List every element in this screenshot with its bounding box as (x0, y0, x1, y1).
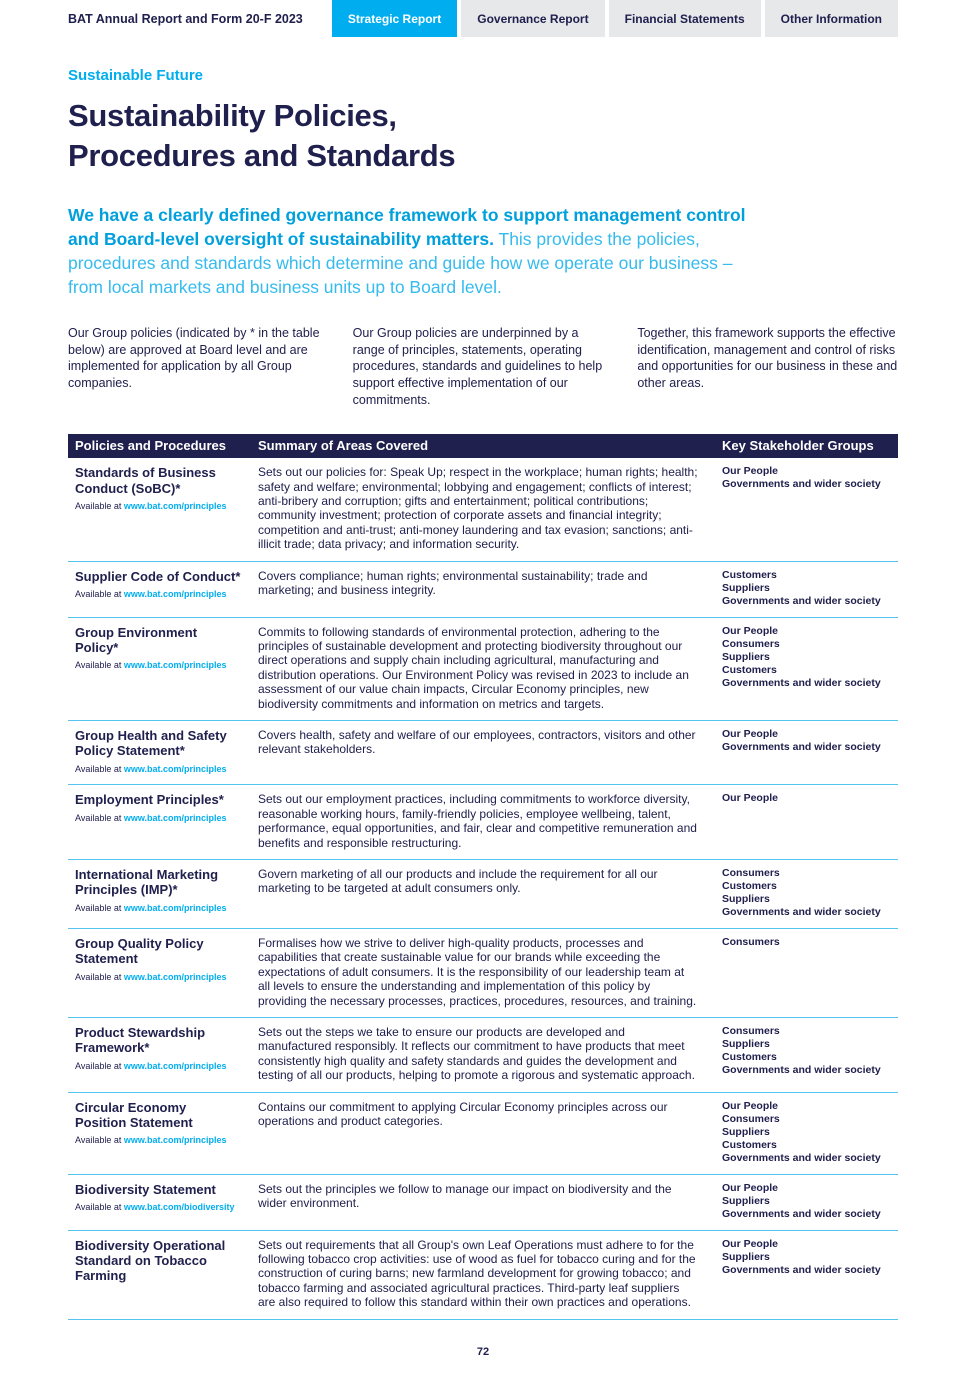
stakeholder-item: Suppliers (722, 581, 770, 594)
policy-link[interactable]: www.bat.com/biodiversity (123, 1201, 235, 1212)
policy-link[interactable]: www.bat.com/principles (123, 1060, 227, 1071)
policy-cell (68, 562, 251, 617)
availability-prefix: Available at (75, 812, 124, 823)
stakeholder-item: Our People (722, 465, 779, 478)
stakeholder-item: Suppliers (722, 1250, 770, 1263)
page-header (0, 0, 966, 37)
stakeholder-item: Consumers (722, 935, 780, 948)
policy-availability (75, 972, 241, 984)
availability-prefix: Available at (75, 971, 124, 982)
stakeholder-item: Governments and wider society (722, 1263, 881, 1276)
stakeholder-list (715, 618, 898, 720)
stakeholder-list (715, 1231, 898, 1319)
policy-cell (68, 929, 251, 1017)
policies-table (68, 434, 898, 1319)
policy-summary: Sets out the steps we take to ensure our products are developed and manufactured responsibly. It reflects our commitment to have products that meet consistently high quality and safety standards and guides the development and testing of all our products, helping to promote a rigorous and systematic approach. (258, 1024, 695, 1083)
stakeholder-item: Suppliers (722, 1125, 770, 1138)
lead-paragraph (68, 203, 768, 300)
stakeholder-item: Governments and wider society (722, 676, 881, 689)
stakeholder-item: Customers (722, 663, 777, 676)
policy-link[interactable]: www.bat.com/principles (123, 763, 227, 774)
stakeholder-item: Customers (722, 1138, 777, 1151)
policy-name: Biodiversity Operational Standard on Tobacco Farming (75, 1237, 226, 1284)
stakeholder-item: Our People (722, 728, 779, 741)
table-row (68, 721, 898, 785)
intro-paragraph: Our Group policies are underpinned by a range of principles, statements, operating procedures, standards and guidelines to help support effective implementation of our commitments. (352, 326, 603, 407)
section-eyebrow: Sustainable Future (68, 67, 204, 84)
tab-strategic-report[interactable]: Strategic Report (332, 0, 457, 37)
availability-prefix: Available at (75, 1201, 124, 1212)
policy-name: Group Quality Policy Statement (75, 935, 204, 967)
policy-availability (75, 764, 241, 776)
stakeholder-item: Consumers (722, 637, 780, 650)
policy-link[interactable]: www.bat.com/principles (123, 500, 227, 511)
table-row (68, 562, 898, 618)
stakeholder-item: Customers (722, 1050, 777, 1063)
availability-prefix: Available at (75, 588, 124, 599)
table-row (68, 618, 898, 721)
table-row (68, 929, 898, 1018)
policy-cell (68, 618, 251, 720)
table-row (68, 1175, 898, 1231)
stakeholder-item: Suppliers (722, 650, 770, 663)
policy-availability (75, 589, 241, 601)
page-content (0, 37, 966, 1320)
policy-summary: Govern marketing of all our products and include the requirement for all our marketing to be targeted at adult consumers only. (258, 866, 658, 896)
header-tabs (332, 0, 898, 37)
page-number: 72 (476, 1345, 490, 1358)
policy-summary: Sets out requirements that all Group's own Leaf Operations must adhere to for the following tobacco crop activities: use of wood as fuel for tobacco curing and for the construction of curing barns; new farmland development for growing tobacco; and tobacco farming and associated agricultural practices. Third-party leaf suppliers are also required to follow this standard within their own practices and operations. (258, 1237, 696, 1310)
policy-summary: Sets out our policies for: Speak Up; respect in the workplace; human rights; health; safety and welfare; environmental; lobbying and engagement; conflicts of interest; anti-bribery and corruption; gifts and entertainment; political contributions; community investment; protection of corporate assets and financial integrity; competition and anti-trust; anti-money laundering and tax evasion; sanctions; anti-illicit trade; data privacy; and information security. (258, 465, 698, 552)
page-footer (0, 1320, 966, 1374)
stakeholder-list (715, 785, 898, 859)
tab-other-information[interactable]: Other Information (765, 0, 898, 37)
stakeholder-item: Our People (722, 1099, 779, 1112)
availability-prefix: Available at (75, 902, 124, 913)
policy-link[interactable]: www.bat.com/principles (123, 588, 227, 599)
stakeholder-list (715, 562, 898, 617)
policy-cell (68, 785, 251, 859)
intro-paragraph: Our Group policies (indicated by * in the table below) are approved at Board level and are implemented for application by all Group companies. (68, 326, 320, 391)
stakeholder-item: Consumers (722, 1112, 780, 1125)
stakeholder-item: Our People (722, 1237, 779, 1250)
policy-availability (75, 501, 241, 513)
stakeholder-item: Our People (722, 624, 779, 637)
policy-cell (68, 1018, 251, 1092)
policy-link[interactable]: www.bat.com/principles (123, 1135, 227, 1146)
policy-summary: Contains our commitment to applying Circular Economy principles across our operations and product categories. (258, 1099, 668, 1128)
table-row (68, 785, 898, 860)
availability-prefix: Available at (75, 763, 124, 774)
availability-prefix: Available at (75, 1135, 124, 1146)
policy-cell (68, 1093, 251, 1174)
policy-name: Supplier Code of Conduct* (75, 568, 241, 584)
policy-name: Circular Economy Position Statement (75, 1099, 193, 1130)
policy-link[interactable]: www.bat.com/principles (123, 660, 227, 671)
stakeholder-item: Suppliers (722, 1037, 770, 1050)
stakeholder-item: Governments and wider society (722, 1063, 881, 1076)
policy-availability (75, 903, 241, 915)
policy-summary: Sets out our employment practices, including commitments to workforce diversity, reasonable working hours, family-friendly policies, employee wellbeing, talent, performance, equal opportunities, and fair, clear and competitive remuneration and benefits and responsible restructuring. (258, 792, 697, 850)
policy-cell (68, 860, 251, 928)
tab-governance-report[interactable]: Governance Report (461, 0, 604, 37)
stakeholder-item: Our People (722, 1181, 779, 1194)
stakeholder-item: Governments and wider society (722, 1151, 881, 1164)
stakeholder-list (715, 1093, 898, 1174)
col-header-policies: Policies and Procedures (75, 438, 227, 454)
policy-name: Biodiversity Statement (75, 1181, 216, 1197)
table-row (68, 1093, 898, 1175)
policy-name: Employment Principles* (75, 792, 224, 808)
stakeholder-item: Suppliers (722, 1194, 770, 1207)
stakeholder-item: Consumers (722, 1024, 780, 1037)
table-row (68, 458, 898, 561)
stakeholder-item: Customers (722, 879, 777, 892)
policy-name: Group Environment Policy* (75, 624, 198, 655)
page-title (68, 96, 898, 177)
stakeholder-list (715, 721, 898, 784)
stakeholder-item: Governments and wider society (722, 478, 881, 491)
policy-summary: Sets out the principles we follow to manage our impact on biodiversity and the wider environment. (258, 1181, 672, 1210)
stakeholder-item: Consumers (722, 866, 780, 879)
stakeholder-list (715, 860, 898, 928)
policy-name: Product Stewardship Framework* (75, 1024, 206, 1056)
policy-cell (68, 1231, 251, 1319)
stakeholder-item: Governments and wider society (722, 1207, 881, 1220)
intro-paragraph: Together, this framework supports the effective identification, management and control of risks and opportunities for our business in these and other areas. (637, 326, 898, 391)
stakeholder-item: Our People (722, 792, 779, 805)
table-row (68, 1231, 898, 1320)
col-header-summary: Summary of Areas Covered (258, 438, 429, 454)
policy-summary: Formalises how we strive to deliver high-quality products, processes and capabilities that create sustainable value for our brands while exceeding the expectations of adult consumers. It is the responsibility of our leadership team at all levels to ensure the understanding and implementation of this policy by providing the necessary processes, practices, procedures, resources, and training. (258, 935, 697, 1008)
policy-availability (75, 1061, 241, 1073)
policy-cell (68, 721, 251, 784)
policy-availability (75, 660, 241, 672)
policy-name: Standards of Business Conduct (SoBC)* (75, 465, 216, 496)
policy-availability (75, 1135, 241, 1147)
policy-availability (75, 813, 241, 825)
stakeholder-list (715, 458, 898, 560)
page-title-line1: Sustainability Policies, (68, 98, 397, 133)
policy-name: Group Health and Safety Policy Statement* (75, 728, 227, 759)
policy-link[interactable]: www.bat.com/principles (123, 812, 227, 823)
availability-prefix: Available at (75, 500, 124, 511)
stakeholder-list (715, 1175, 898, 1230)
table-row (68, 1018, 898, 1093)
policy-summary: Covers health, safety and welfare of our employees, contractors, visitors and other relevant stakeholders. (258, 728, 696, 757)
lead-rest-text: This provides the policies, procedures and standards which determine and guide how we operate our business – from local markets and business units up to Board level. (68, 228, 733, 298)
policies-table-body (68, 458, 898, 1319)
stakeholder-item: Governments and wider society (722, 594, 881, 607)
report-title: BAT Annual Report and Form 20-F 2023 (68, 11, 303, 26)
stakeholder-list (715, 1018, 898, 1092)
stakeholder-item: Suppliers (722, 892, 770, 905)
tab-financial-statements[interactable]: Financial Statements (609, 0, 761, 37)
availability-prefix: Available at (75, 660, 124, 671)
availability-prefix: Available at (75, 1060, 124, 1071)
policy-cell (68, 1175, 251, 1230)
policy-name: International Marketing Principles (IMP)* (75, 866, 219, 898)
stakeholder-item: Governments and wider society (722, 905, 881, 918)
policy-summary: Commits to following standards of environmental protection, adhering to the principles of sustainable development and protecting biodiversity throughout our direct operations and supply chain including agricultural, manufacturing and distribution operations. Our Environment Policy was revised in 2023 to include an assessment of our value chain impacts, Circular Economy principles, new biodiversity commitments and information on metrics and targets. (258, 624, 689, 711)
stakeholder-list (715, 929, 898, 1017)
table-header-row (68, 434, 898, 458)
intro-columns (68, 325, 898, 408)
policy-cell (68, 458, 251, 560)
col-header-stakeholders: Key Stakeholder Groups (722, 438, 874, 454)
table-row (68, 860, 898, 929)
policy-availability (75, 1202, 241, 1214)
stakeholder-item: Governments and wider society (722, 741, 881, 754)
policy-summary: Covers compliance; human rights; environmental sustainability; trade and marketing; and business integrity. (258, 568, 648, 598)
page-title-line2: Procedures and Standards (68, 138, 456, 174)
policy-link[interactable]: www.bat.com/principles (123, 902, 227, 913)
policy-link[interactable]: www.bat.com/principles (123, 971, 227, 982)
stakeholder-item: Customers (722, 568, 777, 581)
lead-bold-text: We have a clearly defined governance framework to support management control and Board-level oversight of sustainability matters. (68, 204, 746, 249)
